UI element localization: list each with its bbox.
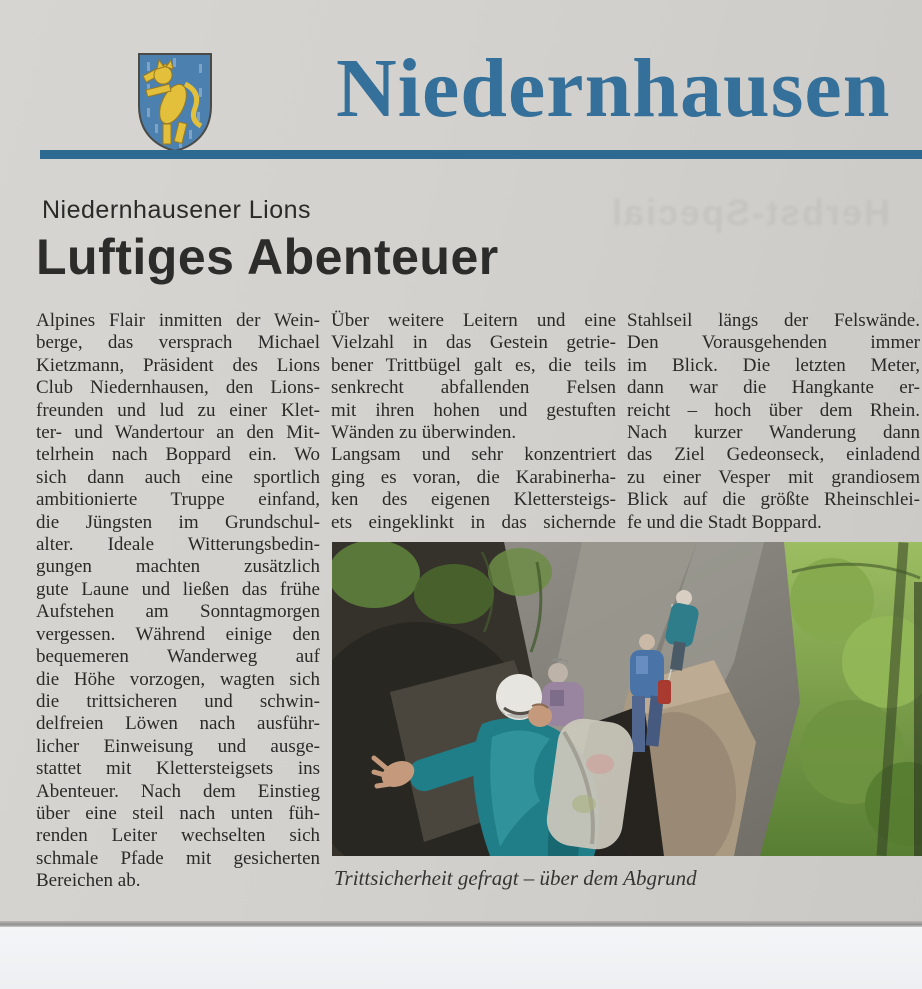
body-line: über eine steil nach unten füh- — [36, 802, 320, 824]
body-line: telrhein nach Boppard ein. Wo — [36, 444, 320, 466]
body-line: freunden und lud zu einer Klet- — [36, 399, 320, 421]
body-line: stattet mit Klettersteigsets ins — [36, 758, 320, 780]
body-line: schmale Pfade mit gesicherten — [36, 847, 320, 869]
body-line: gute Laune und ließen das frühe — [36, 578, 320, 600]
body-column-1 — [36, 310, 320, 893]
body-line: vergessen. Während einige den — [36, 623, 320, 645]
climbers-on-via-ferrata-photo — [332, 542, 922, 856]
body-line: Wänden zu überwinden. — [331, 422, 517, 444]
body-line: fe und die Stadt Boppard. — [627, 511, 822, 533]
article-headline: Luftiges Abenteuer — [36, 229, 499, 285]
body-line: bequemeren Wanderweg auf — [36, 646, 320, 668]
body-line: delfreien Löwen nach ausführ- — [36, 713, 320, 735]
body-line: das Ziel Gedeonseck, einladend — [627, 444, 920, 466]
body-line: Nach kurzer Wanderung dann — [627, 422, 920, 444]
body-line: ambitionierte Truppe einfand, — [36, 489, 320, 511]
body-line: Club Niedernhausen, den Lions- — [36, 377, 320, 399]
body-line: Kietzmann, Präsident des Lions — [36, 354, 320, 376]
body-line: Aufstehen am Sonntagmorgen — [36, 601, 320, 623]
ghost-showthrough-text: Herbst-Special — [609, 192, 890, 233]
body-column-3 — [627, 310, 920, 534]
body-line: alter. Ideale Witterungsbedin- — [36, 534, 320, 556]
body-line: Über weitere Leitern und eine — [331, 310, 616, 331]
body-line: dann war die Hangkante er- — [627, 377, 920, 399]
body-column-2 — [331, 310, 616, 534]
body-line: die trittsicheren und schwin- — [36, 690, 320, 712]
body-line: Stahlseil längs der Felswände. — [627, 310, 920, 331]
body-line: ging es voran, die Karabinerha- — [331, 466, 616, 488]
body-line: Bereichen ab. — [36, 870, 141, 892]
body-line: bener Trittbügel galt es, die teils — [331, 354, 616, 376]
body-line: licher Einweisung und ausge- — [36, 735, 320, 757]
page-edge-strip — [0, 927, 922, 989]
body-line: Blick auf die größte Rheinschlei- — [627, 489, 920, 511]
masthead-rule — [40, 150, 922, 159]
body-line: ets eingeklinkt in das sichernde — [331, 511, 616, 533]
body-line: renden Leiter wechselten sich — [36, 825, 320, 847]
body-line: sich dann auch eine sportlich — [36, 466, 320, 488]
masthead-region-title: Niedernhausen — [336, 42, 891, 135]
body-line: Vielzahl in das Gestein getrie- — [331, 332, 616, 354]
article-kicker: Niedernhausener Lions — [42, 196, 312, 224]
body-line: gungen machten zusätzlich — [36, 556, 320, 578]
hessen-lion-crest-icon — [133, 50, 217, 154]
body-line: ter- und Wandertour an den Mit- — [36, 422, 320, 444]
body-line: berge, das versprach Michael — [36, 332, 320, 354]
body-line: zu einer Vesper mit grandiosem — [627, 466, 920, 488]
body-line: Abenteuer. Nach dem Einstieg — [36, 780, 320, 802]
body-line: senkrecht abfallenden Felsen — [331, 377, 616, 399]
body-line: Den Vorausgehenden immer — [627, 332, 920, 354]
body-line: ken des eigenen Klettersteigs- — [331, 489, 616, 511]
body-line: im Blick. Die letzten Meter, — [627, 354, 920, 376]
body-line: die Höhe vorzogen, wagten sich — [36, 668, 320, 690]
body-line: Langsam und sehr konzentriert — [331, 444, 616, 466]
body-line: die Jüngsten im Grundschul- — [36, 511, 320, 533]
body-line: Alpines Flair inmitten der Wein- — [36, 310, 320, 331]
body-line: mit ihren hohen und gestuften — [331, 399, 616, 421]
photo-caption: Trittsicherheit gefragt – über dem Abgrund — [334, 866, 697, 890]
body-line: reicht – hoch über dem Rhein. — [627, 399, 920, 421]
